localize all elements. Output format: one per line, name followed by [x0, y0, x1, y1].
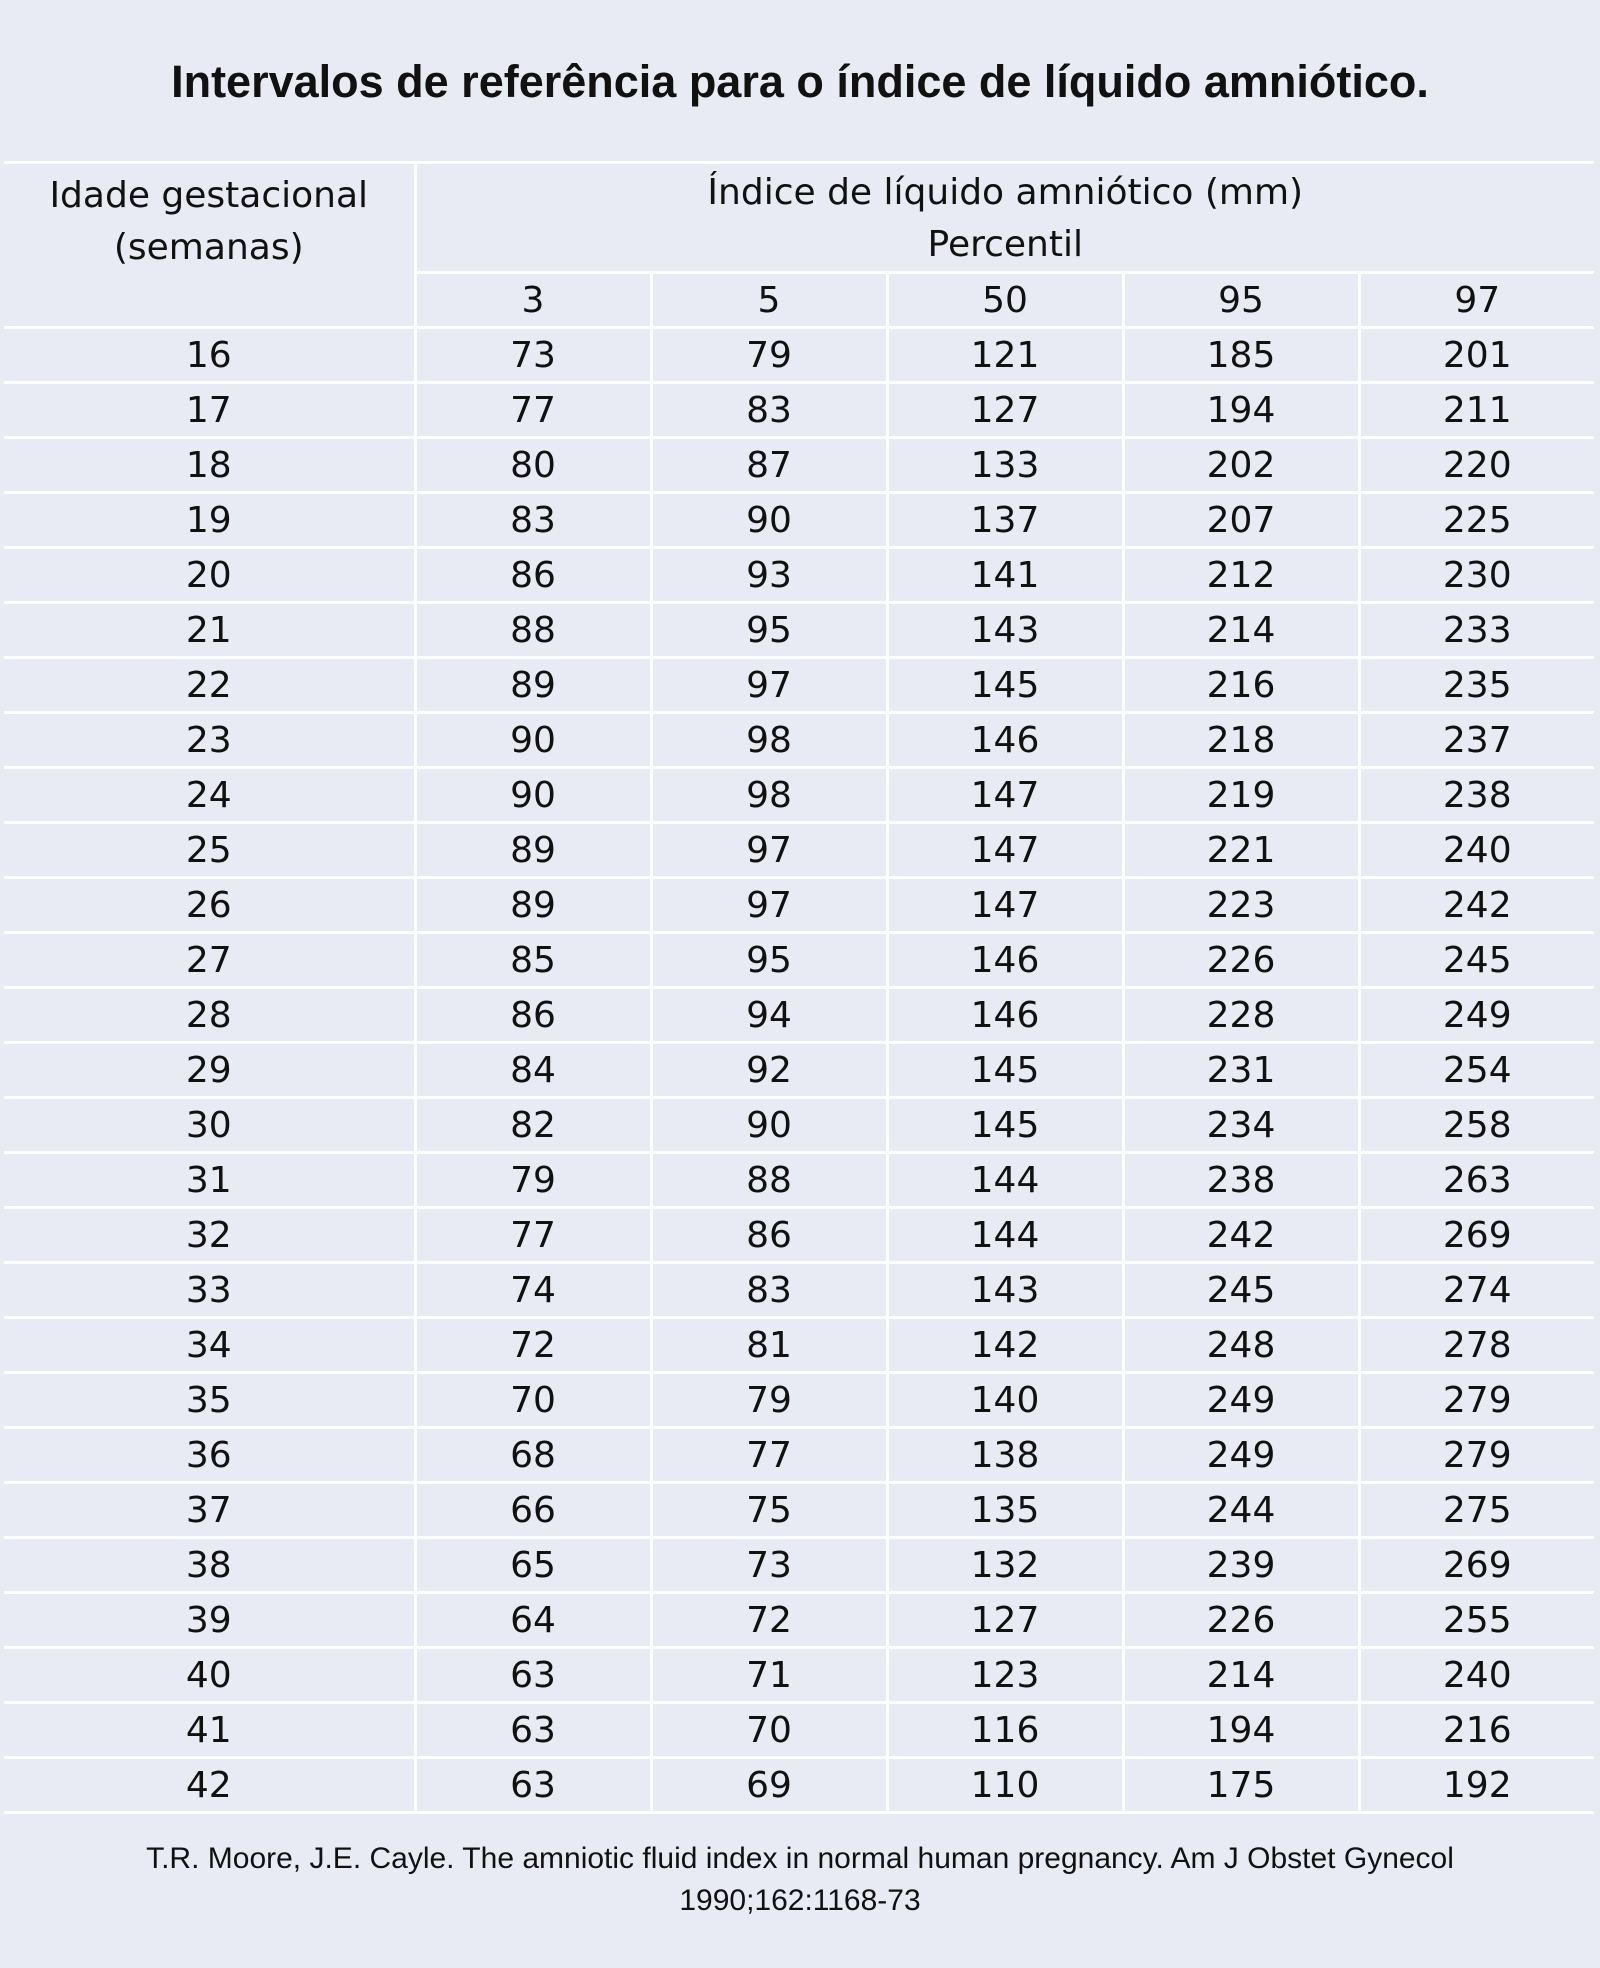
table-row [4, 1373, 1594, 1428]
cell-p95: 185 [1123, 328, 1359, 383]
cell-p3: 90 [415, 713, 651, 768]
header-percentile-3: 3 [415, 273, 651, 328]
cell-p95: 202 [1123, 438, 1359, 493]
table-row [4, 438, 1594, 493]
cell-gestational-age: 32 [4, 1208, 415, 1263]
cell-p3: 82 [415, 1098, 651, 1153]
cell-p5: 75 [651, 1483, 887, 1538]
cell-p3: 80 [415, 438, 651, 493]
cell-p5: 92 [651, 1043, 887, 1098]
cell-p50: 132 [887, 1538, 1123, 1593]
cell-p3: 83 [415, 493, 651, 548]
cell-p97: 254 [1359, 1043, 1594, 1098]
cell-p97: 242 [1359, 878, 1594, 933]
cell-p95: 249 [1123, 1373, 1359, 1428]
cell-p3: 86 [415, 988, 651, 1043]
cell-p50: 146 [887, 988, 1123, 1043]
cell-gestational-age: 29 [4, 1043, 415, 1098]
cell-p97: 263 [1359, 1153, 1594, 1208]
header-percentile-97: 97 [1359, 273, 1594, 328]
cell-p5: 86 [651, 1208, 887, 1263]
cell-p50: 123 [887, 1648, 1123, 1703]
table-row [4, 383, 1594, 438]
cell-p3: 85 [415, 933, 651, 988]
cell-gestational-age: 24 [4, 768, 415, 823]
cell-p97: 240 [1359, 823, 1594, 878]
cell-p50: 145 [887, 1043, 1123, 1098]
cell-gestational-age: 30 [4, 1098, 415, 1153]
cell-p3: 84 [415, 1043, 651, 1098]
table-row [4, 1153, 1594, 1208]
cell-gestational-age: 16 [4, 328, 415, 383]
table-row [4, 768, 1594, 823]
table-body [4, 163, 1594, 1813]
cell-p97: 249 [1359, 988, 1594, 1043]
table-row [4, 493, 1594, 548]
citation-line2: 1990;162:1168-73 [679, 1884, 921, 1917]
cell-p50: 133 [887, 438, 1123, 493]
cell-gestational-age: 20 [4, 548, 415, 603]
cell-p97: 211 [1359, 383, 1594, 438]
cell-gestational-age: 22 [4, 658, 415, 713]
cell-p95: 234 [1123, 1098, 1359, 1153]
cell-p97: 275 [1359, 1483, 1594, 1538]
cell-gestational-age: 19 [4, 493, 415, 548]
cell-p50: 146 [887, 933, 1123, 988]
reference-table [4, 161, 1594, 1814]
cell-gestational-age: 17 [4, 383, 415, 438]
cell-p5: 95 [651, 603, 887, 658]
cell-p50: 145 [887, 658, 1123, 713]
cell-p95: 244 [1123, 1483, 1359, 1538]
cell-p97: 235 [1359, 658, 1594, 713]
cell-p5: 70 [651, 1703, 887, 1758]
cell-gestational-age: 36 [4, 1428, 415, 1483]
cell-p3: 77 [415, 1208, 651, 1263]
cell-p97: 220 [1359, 438, 1594, 493]
cell-p5: 98 [651, 768, 887, 823]
cell-p5: 71 [651, 1648, 887, 1703]
header-percentile-95: 95 [1123, 273, 1359, 328]
cell-p5: 90 [651, 493, 887, 548]
page-title: Intervalos de referência para o índice de líquido amniótico. [171, 56, 1429, 107]
cell-p97: 255 [1359, 1593, 1594, 1648]
table-row [4, 548, 1594, 603]
cell-p3: 70 [415, 1373, 651, 1428]
citation-footnote [0, 1838, 1600, 1922]
cell-p50: 137 [887, 493, 1123, 548]
citation-line1: T.R. Moore, J.E. Cayle. The amniotic fluid index in normal human pregnancy. Am J Obstet Gynecol [146, 1842, 1454, 1875]
cell-p97: 278 [1359, 1318, 1594, 1373]
cell-p3: 63 [415, 1648, 651, 1703]
table-row [4, 658, 1594, 713]
cell-gestational-age: 26 [4, 878, 415, 933]
cell-gestational-age: 37 [4, 1483, 415, 1538]
cell-p95: 194 [1123, 1703, 1359, 1758]
cell-p95: 194 [1123, 383, 1359, 438]
header-gestational-age [4, 163, 415, 328]
header-age-line2: (semanas) [113, 227, 304, 268]
table-row [4, 603, 1594, 658]
cell-p3: 64 [415, 1593, 651, 1648]
cell-p97: 238 [1359, 768, 1594, 823]
header-index-line1: Índice de líquido amniótico (mm) [707, 171, 1304, 213]
table-row [4, 713, 1594, 768]
cell-p5: 97 [651, 823, 887, 878]
cell-p97: 233 [1359, 603, 1594, 658]
cell-p50: 144 [887, 1208, 1123, 1263]
cell-p95: 226 [1123, 1593, 1359, 1648]
cell-p97: 269 [1359, 1208, 1594, 1263]
cell-gestational-age: 38 [4, 1538, 415, 1593]
cell-p50: 147 [887, 768, 1123, 823]
cell-p50: 145 [887, 1098, 1123, 1153]
cell-gestational-age: 28 [4, 988, 415, 1043]
cell-gestational-age: 27 [4, 933, 415, 988]
header-index-line2: Percentil [927, 223, 1083, 265]
cell-p95: 214 [1123, 603, 1359, 658]
cell-p95: 216 [1123, 658, 1359, 713]
cell-gestational-age: 42 [4, 1758, 415, 1813]
cell-p50: 140 [887, 1373, 1123, 1428]
cell-p5: 79 [651, 328, 887, 383]
cell-p95: 207 [1123, 493, 1359, 548]
cell-p50: 141 [887, 548, 1123, 603]
table-row [4, 1208, 1594, 1263]
cell-p50: 147 [887, 823, 1123, 878]
cell-p95: 245 [1123, 1263, 1359, 1318]
cell-p5: 88 [651, 1153, 887, 1208]
table-row [4, 1648, 1594, 1703]
cell-p5: 69 [651, 1758, 887, 1813]
table-row [4, 878, 1594, 933]
cell-p5: 83 [651, 383, 887, 438]
cell-p50: 146 [887, 713, 1123, 768]
cell-p95: 228 [1123, 988, 1359, 1043]
cell-p5: 97 [651, 878, 887, 933]
cell-p97: 269 [1359, 1538, 1594, 1593]
cell-p50: 127 [887, 383, 1123, 438]
table-row [4, 1043, 1594, 1098]
cell-gestational-age: 25 [4, 823, 415, 878]
cell-p3: 89 [415, 823, 651, 878]
cell-p3: 79 [415, 1153, 651, 1208]
header-amniotic-index [415, 163, 1594, 273]
cell-p50: 135 [887, 1483, 1123, 1538]
header-percentile-5: 5 [651, 273, 887, 328]
cell-p5: 98 [651, 713, 887, 768]
cell-gestational-age: 31 [4, 1153, 415, 1208]
cell-p5: 93 [651, 548, 887, 603]
cell-p3: 66 [415, 1483, 651, 1538]
cell-p97: 201 [1359, 328, 1594, 383]
cell-p3: 77 [415, 383, 651, 438]
cell-gestational-age: 18 [4, 438, 415, 493]
cell-p5: 72 [651, 1593, 887, 1648]
table-row [4, 823, 1594, 878]
cell-p95: 221 [1123, 823, 1359, 878]
cell-p97: 279 [1359, 1428, 1594, 1483]
cell-gestational-age: 39 [4, 1593, 415, 1648]
cell-p95: 238 [1123, 1153, 1359, 1208]
table-row [4, 988, 1594, 1043]
cell-p5: 83 [651, 1263, 887, 1318]
cell-p95: 212 [1123, 548, 1359, 603]
cell-p5: 79 [651, 1373, 887, 1428]
cell-p97: 240 [1359, 1648, 1594, 1703]
cell-p5: 94 [651, 988, 887, 1043]
cell-p50: 127 [887, 1593, 1123, 1648]
cell-gestational-age: 35 [4, 1373, 415, 1428]
cell-p95: 214 [1123, 1648, 1359, 1703]
cell-p3: 88 [415, 603, 651, 658]
cell-p5: 90 [651, 1098, 887, 1153]
cell-p50: 116 [887, 1703, 1123, 1758]
cell-p3: 86 [415, 548, 651, 603]
cell-p97: 258 [1359, 1098, 1594, 1153]
cell-gestational-age: 21 [4, 603, 415, 658]
cell-p97: 225 [1359, 493, 1594, 548]
cell-p50: 147 [887, 878, 1123, 933]
cell-p5: 87 [651, 438, 887, 493]
cell-p3: 63 [415, 1703, 651, 1758]
cell-p50: 143 [887, 1263, 1123, 1318]
cell-gestational-age: 33 [4, 1263, 415, 1318]
cell-p3: 68 [415, 1428, 651, 1483]
cell-p95: 248 [1123, 1318, 1359, 1373]
table-row [4, 1593, 1594, 1648]
header-row-main [4, 163, 1594, 273]
header-age-line1: Idade gestacional [49, 175, 369, 216]
table-row [4, 1758, 1594, 1813]
table-row [4, 1483, 1594, 1538]
cell-p5: 77 [651, 1428, 887, 1483]
cell-p95: 239 [1123, 1538, 1359, 1593]
table-row [4, 1428, 1594, 1483]
cell-p50: 143 [887, 603, 1123, 658]
cell-p3: 63 [415, 1758, 651, 1813]
cell-p3: 73 [415, 328, 651, 383]
cell-p95: 226 [1123, 933, 1359, 988]
cell-p3: 65 [415, 1538, 651, 1593]
cell-p97: 216 [1359, 1703, 1594, 1758]
cell-p3: 89 [415, 658, 651, 713]
cell-p5: 95 [651, 933, 887, 988]
table-row [4, 933, 1594, 988]
table-row [4, 1318, 1594, 1373]
cell-p97: 192 [1359, 1758, 1594, 1813]
table-row [4, 1263, 1594, 1318]
cell-p95: 242 [1123, 1208, 1359, 1263]
cell-gestational-age: 40 [4, 1648, 415, 1703]
header-percentile-50: 50 [887, 273, 1123, 328]
table-row [4, 1703, 1594, 1758]
cell-p50: 142 [887, 1318, 1123, 1373]
cell-gestational-age: 34 [4, 1318, 415, 1373]
cell-p50: 110 [887, 1758, 1123, 1813]
cell-p95: 175 [1123, 1758, 1359, 1813]
cell-gestational-age: 41 [4, 1703, 415, 1758]
cell-p95: 223 [1123, 878, 1359, 933]
cell-p97: 279 [1359, 1373, 1594, 1428]
cell-p5: 81 [651, 1318, 887, 1373]
cell-p95: 231 [1123, 1043, 1359, 1098]
cell-p5: 97 [651, 658, 887, 713]
cell-p3: 74 [415, 1263, 651, 1318]
table-row [4, 1098, 1594, 1153]
table-row [4, 1538, 1594, 1593]
cell-p97: 274 [1359, 1263, 1594, 1318]
cell-p3: 90 [415, 768, 651, 823]
cell-p95: 219 [1123, 768, 1359, 823]
cell-gestational-age: 23 [4, 713, 415, 768]
cell-p97: 245 [1359, 933, 1594, 988]
cell-p97: 237 [1359, 713, 1594, 768]
cell-p50: 144 [887, 1153, 1123, 1208]
cell-p5: 73 [651, 1538, 887, 1593]
table-row [4, 328, 1594, 383]
cell-p95: 249 [1123, 1428, 1359, 1483]
cell-p95: 218 [1123, 713, 1359, 768]
cell-p97: 230 [1359, 548, 1594, 603]
cell-p50: 138 [887, 1428, 1123, 1483]
cell-p50: 121 [887, 328, 1123, 383]
cell-p3: 72 [415, 1318, 651, 1373]
cell-p3: 89 [415, 878, 651, 933]
